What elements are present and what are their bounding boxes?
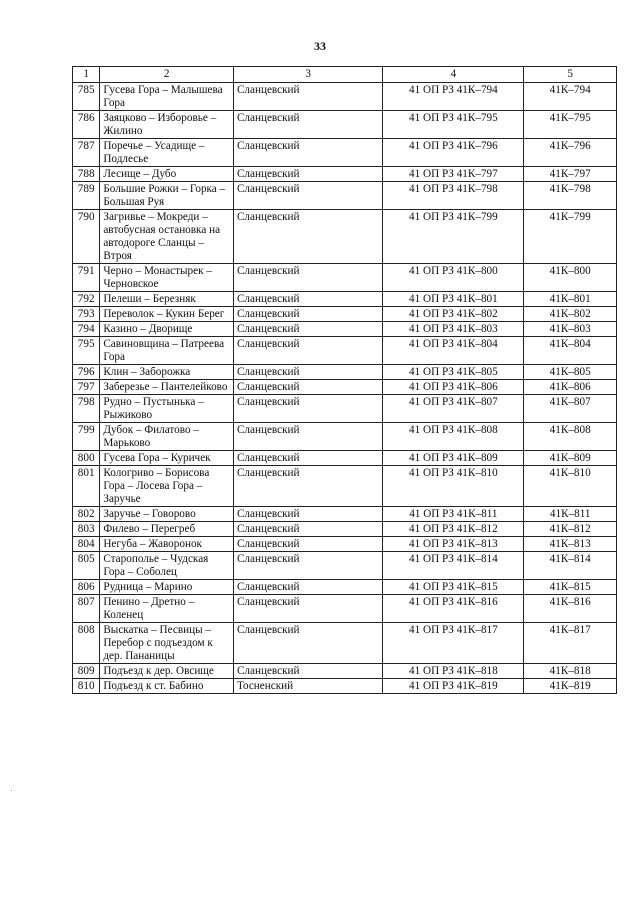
- district: Сланцевский: [233, 83, 382, 111]
- row-number: 796: [73, 365, 100, 380]
- road-code: 41К–809: [524, 451, 617, 466]
- table-row: [73, 664, 617, 679]
- road-name: Дубок – Филатово – Марьково: [100, 423, 234, 451]
- road-code: 41К–805: [524, 365, 617, 380]
- road-code: 41К–797: [524, 167, 617, 182]
- row-number: 794: [73, 322, 100, 337]
- road-code: 41К–808: [524, 423, 617, 451]
- district: Сланцевский: [233, 182, 382, 210]
- column-header-3: 3: [233, 67, 382, 83]
- road-code: 41К–806: [524, 380, 617, 395]
- road-code: 41К–794: [524, 83, 617, 111]
- district: Сланцевский: [233, 595, 382, 623]
- road-code: 41К–799: [524, 210, 617, 264]
- road-id: 41 ОП РЗ 41К–806: [383, 380, 524, 395]
- road-name: Подъезд к дер. Овсище: [100, 664, 234, 679]
- row-number: 805: [73, 552, 100, 580]
- table-row: [73, 365, 617, 380]
- district: Сланцевский: [233, 264, 382, 292]
- road-id: 41 ОП РЗ 41К–799: [383, 210, 524, 264]
- district: Сланцевский: [233, 664, 382, 679]
- page-number: 33: [314, 39, 326, 53]
- road-code: 41К–816: [524, 595, 617, 623]
- road-code: 41К–810: [524, 466, 617, 507]
- row-number: 785: [73, 83, 100, 111]
- district: Сланцевский: [233, 167, 382, 182]
- table-header-row: [73, 67, 617, 83]
- road-id: 41 ОП РЗ 41К–802: [383, 307, 524, 322]
- road-code: 41К–802: [524, 307, 617, 322]
- road-id: 41 ОП РЗ 41К–818: [383, 664, 524, 679]
- table-row: [73, 595, 617, 623]
- row-number: 799: [73, 423, 100, 451]
- row-number: 802: [73, 507, 100, 522]
- table-row: [73, 507, 617, 522]
- table-row: [73, 537, 617, 552]
- road-id: 41 ОП РЗ 41К–810: [383, 466, 524, 507]
- row-number: 792: [73, 292, 100, 307]
- road-code: 41К–811: [524, 507, 617, 522]
- road-name: Переволок – Кукин Берег: [100, 307, 234, 322]
- row-number: 800: [73, 451, 100, 466]
- column-header-5: 5: [524, 67, 617, 83]
- column-header-4: 4: [383, 67, 524, 83]
- table-row: [73, 623, 617, 664]
- table-row: [73, 466, 617, 507]
- road-id: 41 ОП РЗ 41К–819: [383, 679, 524, 694]
- road-name: Рудно – Пустынька – Рыжиково: [100, 395, 234, 423]
- table-row: [73, 380, 617, 395]
- district: Сланцевский: [233, 380, 382, 395]
- table-row: [73, 182, 617, 210]
- road-name: Поречье – Усадище – Подлесье: [100, 139, 234, 167]
- road-code: 41К–803: [524, 322, 617, 337]
- district: Сланцевский: [233, 322, 382, 337]
- row-number: 788: [73, 167, 100, 182]
- road-code: 41К–795: [524, 111, 617, 139]
- road-name: Пенино – Дретно – Коленец: [100, 595, 234, 623]
- table-row: [73, 395, 617, 423]
- road-code: 41К–804: [524, 337, 617, 365]
- district: Тосненский: [233, 679, 382, 694]
- road-name: Заручье – Говорово: [100, 507, 234, 522]
- table-row: [73, 451, 617, 466]
- road-name: Клин – Заборожка: [100, 365, 234, 380]
- district: Сланцевский: [233, 522, 382, 537]
- row-number: 789: [73, 182, 100, 210]
- road-code: 41К–796: [524, 139, 617, 167]
- road-id: 41 ОП РЗ 41К–805: [383, 365, 524, 380]
- scan-speck: [11, 790, 12, 791]
- road-id: 41 ОП РЗ 41К–794: [383, 83, 524, 111]
- road-id: 41 ОП РЗ 41К–811: [383, 507, 524, 522]
- road-code: 41К–812: [524, 522, 617, 537]
- road-name: Савиновщина – Патреева Гора: [100, 337, 234, 365]
- road-id: 41 ОП РЗ 41К–797: [383, 167, 524, 182]
- table-row: [73, 111, 617, 139]
- row-number: 797: [73, 380, 100, 395]
- road-id: 41 ОП РЗ 41К–816: [383, 595, 524, 623]
- road-name: Выскатка – Песвицы – Перебор с подъездом к дер. Пананицы: [100, 623, 234, 664]
- row-number: 808: [73, 623, 100, 664]
- road-code: 41К–819: [524, 679, 617, 694]
- road-code: 41К–817: [524, 623, 617, 664]
- road-id: 41 ОП РЗ 41К–814: [383, 552, 524, 580]
- road-id: 41 ОП РЗ 41К–817: [383, 623, 524, 664]
- road-name: Кологриво – Борисова Гора – Лосева Гора – Заручье: [100, 466, 234, 507]
- road-id: 41 ОП РЗ 41К–809: [383, 451, 524, 466]
- row-number: 809: [73, 664, 100, 679]
- table-row: [73, 552, 617, 580]
- road-name: Заберезье – Пантелейково: [100, 380, 234, 395]
- district: Сланцевский: [233, 337, 382, 365]
- row-number: 795: [73, 337, 100, 365]
- row-number: 807: [73, 595, 100, 623]
- district: Сланцевский: [233, 580, 382, 595]
- road-name: Заяцково – Изборовье – Жилино: [100, 111, 234, 139]
- road-code: 41К–815: [524, 580, 617, 595]
- table-row: [73, 167, 617, 182]
- road-code: 41К–807: [524, 395, 617, 423]
- row-number: 806: [73, 580, 100, 595]
- row-number: 798: [73, 395, 100, 423]
- road-id: 41 ОП РЗ 41К–801: [383, 292, 524, 307]
- row-number: 790: [73, 210, 100, 264]
- row-number: 803: [73, 522, 100, 537]
- road-name: Черно – Монастырек – Черновское: [100, 264, 234, 292]
- table-row: [73, 337, 617, 365]
- road-name: Гусева Гора – Куричек: [100, 451, 234, 466]
- district: Сланцевский: [233, 395, 382, 423]
- district: Сланцевский: [233, 466, 382, 507]
- row-number: 791: [73, 264, 100, 292]
- district: Сланцевский: [233, 210, 382, 264]
- road-code: 41К–798: [524, 182, 617, 210]
- roads-table: [72, 66, 617, 694]
- district: Сланцевский: [233, 451, 382, 466]
- road-code: 41К–801: [524, 292, 617, 307]
- road-id: 41 ОП РЗ 41К–807: [383, 395, 524, 423]
- road-name: Загривье – Мокреди – автобусная остановка на автодороге Сланцы – Втроя: [100, 210, 234, 264]
- road-name: Лесище – Дубо: [100, 167, 234, 182]
- road-id: 41 ОП РЗ 41К–803: [383, 322, 524, 337]
- road-id: 41 ОП РЗ 41К–812: [383, 522, 524, 537]
- road-name: Старополье – Чудская Гора – Соболец: [100, 552, 234, 580]
- table-row: [73, 580, 617, 595]
- table-row: [73, 322, 617, 337]
- district: Сланцевский: [233, 365, 382, 380]
- road-name: Казино – Дворище: [100, 322, 234, 337]
- table-row: [73, 522, 617, 537]
- district: Сланцевский: [233, 139, 382, 167]
- district: Сланцевский: [233, 111, 382, 139]
- table-row: [73, 307, 617, 322]
- road-code: 41К–800: [524, 264, 617, 292]
- road-id: 41 ОП РЗ 41К–800: [383, 264, 524, 292]
- table-row: [73, 139, 617, 167]
- road-code: 41К–818: [524, 664, 617, 679]
- row-number: 786: [73, 111, 100, 139]
- column-header-1: 1: [73, 67, 100, 83]
- road-name: Пелеши – Березняк: [100, 292, 234, 307]
- table-row: [73, 292, 617, 307]
- row-number: 787: [73, 139, 100, 167]
- road-id: 41 ОП РЗ 41К–795: [383, 111, 524, 139]
- district: Сланцевский: [233, 423, 382, 451]
- table-body: [73, 83, 617, 694]
- road-name: Большие Рожки – Горка – Большая Руя: [100, 182, 234, 210]
- road-id: 41 ОП РЗ 41К–798: [383, 182, 524, 210]
- road-code: 41К–813: [524, 537, 617, 552]
- road-id: 41 ОП РЗ 41К–815: [383, 580, 524, 595]
- district: Сланцевский: [233, 623, 382, 664]
- table-row: [73, 210, 617, 264]
- road-name: Гусева Гора – Малышева Гора: [100, 83, 234, 111]
- district: Сланцевский: [233, 537, 382, 552]
- road-name: Рудница – Марино: [100, 580, 234, 595]
- row-number: 804: [73, 537, 100, 552]
- road-name: Филево – Перегреб: [100, 522, 234, 537]
- district: Сланцевский: [233, 307, 382, 322]
- road-name: Подъезд к ст. Бабино: [100, 679, 234, 694]
- row-number: 801: [73, 466, 100, 507]
- road-id: 41 ОП РЗ 41К–808: [383, 423, 524, 451]
- district: Сланцевский: [233, 552, 382, 580]
- table-row: [73, 423, 617, 451]
- row-number: 810: [73, 679, 100, 694]
- column-header-2: 2: [100, 67, 234, 83]
- road-code: 41К–814: [524, 552, 617, 580]
- district: Сланцевский: [233, 292, 382, 307]
- road-id: 41 ОП РЗ 41К–796: [383, 139, 524, 167]
- road-id: 41 ОП РЗ 41К–813: [383, 537, 524, 552]
- road-name: Негуба – Жаворонок: [100, 537, 234, 552]
- road-id: 41 ОП РЗ 41К–804: [383, 337, 524, 365]
- row-number: 793: [73, 307, 100, 322]
- table-row: [73, 83, 617, 111]
- table-row: [73, 264, 617, 292]
- district: Сланцевский: [233, 507, 382, 522]
- table-row: [73, 679, 617, 694]
